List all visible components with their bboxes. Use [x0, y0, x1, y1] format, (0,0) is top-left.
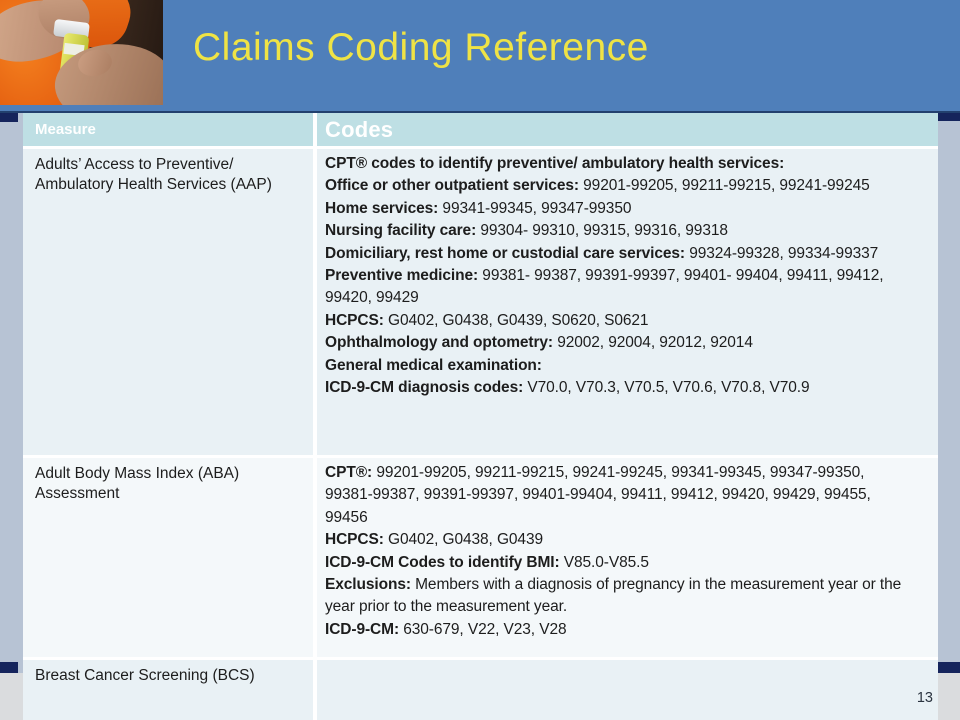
claims-table-wrap — [23, 113, 938, 720]
code-values: 99201-99205, 99211-99215, 99241-99245, 99341-99345, 99347-99350, 99381-99387, 99391-99397, 99401-99404, 99411, 99412, 99420, 99429, 99455, 99456 — [325, 464, 871, 526]
code-values: G0402, G0438, G0439 — [388, 531, 543, 549]
column-header-codes: Codes — [317, 113, 938, 149]
code-label: General medical examination: — [325, 356, 542, 374]
code-line — [325, 310, 908, 332]
code-label: Ophthalmology and optometry: — [325, 334, 553, 352]
navy-accent-bottom-right — [936, 662, 960, 673]
code-values: Members with a diagnosis of pregnancy in the measurement year or the year prior to the measurement year. — [325, 576, 902, 616]
code-line — [325, 355, 908, 377]
code-values: V70.0, V70.3, V70.5, V70.6, V70.8, V70.9 — [527, 379, 810, 397]
code-label: Exclusions: — [325, 576, 411, 594]
pill-bottle-photo — [0, 0, 163, 105]
code-values: 92002, 92004, 92012, 92014 — [557, 334, 753, 352]
code-line — [325, 220, 908, 242]
code-line — [325, 552, 908, 574]
measure-cell: Adults’ Access to Preventive/ Ambulatory Health Services (AAP) — [23, 149, 317, 458]
code-line — [325, 243, 908, 265]
codes-cell — [317, 660, 938, 720]
code-label: CPT® codes to identify preventive/ ambulatory health services: — [325, 155, 785, 172]
code-line — [325, 198, 908, 220]
code-values: 99304- 99310, 99315, 99316, 99318 — [480, 222, 728, 240]
code-label: HCPCS: — [325, 311, 384, 329]
header-row — [23, 113, 938, 149]
code-label: Preventive medicine: — [325, 267, 479, 285]
table-row — [23, 149, 938, 458]
code-values: 99201-99205, 99211-99215, 99241-99245 — [583, 177, 870, 195]
slide-title: Claims Coding Reference — [193, 26, 649, 69]
code-line — [325, 462, 908, 529]
code-line — [325, 529, 908, 551]
code-label: Home services: — [325, 199, 439, 217]
code-line — [325, 153, 908, 175]
code-line — [325, 574, 908, 619]
codes-cell — [317, 458, 938, 660]
table-row — [23, 458, 938, 660]
page-number: 13 — [916, 690, 933, 706]
claims-table — [23, 113, 938, 720]
code-line — [325, 175, 908, 197]
code-label: ICD-9-CM Codes to identify BMI: — [325, 553, 560, 571]
column-header-measure: Measure — [23, 113, 317, 149]
table-row — [23, 660, 938, 720]
code-line — [325, 377, 908, 399]
code-values: 630-679, V22, V23, V28 — [403, 620, 567, 638]
claims-table-body — [23, 149, 938, 720]
code-values: G0402, G0438, G0439, S0620, S0621 — [388, 311, 649, 329]
measure-cell: Adult Body Mass Index (ABA) Assessment — [23, 458, 317, 660]
code-values: V85.0-V85.5 — [563, 553, 649, 571]
measure-cell: Breast Cancer Screening (BCS) — [23, 660, 317, 720]
code-label: Office or other outpatient services: — [325, 177, 579, 195]
codes-cell — [317, 149, 938, 458]
code-values: 99324-99328, 99334-99337 — [689, 244, 879, 262]
code-line — [325, 619, 908, 641]
code-label: CPT®: — [325, 464, 373, 481]
code-label: ICD-9-CM: — [325, 620, 400, 638]
code-values: 99341-99345, 99347-99350 — [442, 199, 632, 217]
code-line — [325, 265, 908, 310]
code-label: Domiciliary, rest home or custodial care services: — [325, 244, 685, 262]
code-values: 99381- 99387, 99391-99397, 99401- 99404, 99411, 99412, 99420, 99429 — [325, 267, 884, 307]
code-line — [325, 332, 908, 354]
navy-accent-bottom-left — [0, 662, 18, 673]
code-label: HCPCS: — [325, 531, 384, 549]
code-label: ICD-9-CM diagnosis codes: — [325, 379, 524, 397]
title-band — [0, 0, 960, 113]
code-label: Nursing facility care: — [325, 222, 477, 240]
